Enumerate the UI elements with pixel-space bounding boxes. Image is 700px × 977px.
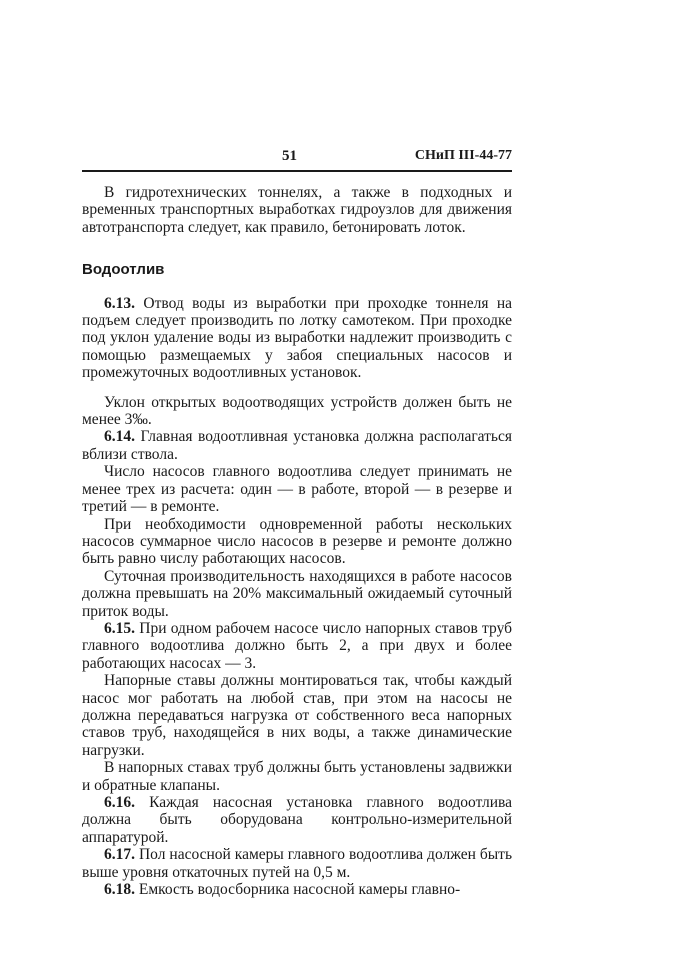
header-rule: [82, 170, 512, 172]
clause-6-18: 6.18. Емкость водосборника насосной камеры главно-: [104, 881, 461, 899]
paragraph: Число насосов главного водоотлива следует принимать не менее трех из расчета: один — в работе, второй — в резерве и третий — в ремонте.: [82, 463, 512, 516]
document-code: СНиП III-44-77: [414, 148, 512, 163]
document-body: [82, 184, 512, 898]
clause-number: 6.16.: [104, 794, 135, 811]
clause-6-14: 6.14. Главная водоотливная установка должна располагаться вблизи ствола.: [82, 428, 513, 463]
clause-number: 6.13.: [104, 294, 135, 312]
paragraph-intro: В гидротехнических тоннелях, а также в подходных и временных транспортных выработках гидроузлов для движения автотранспорта следует, как правило, бетонировать лоток.: [82, 184, 512, 236]
section-heading: Водоотлив: [82, 261, 165, 279]
paragraph: Уклон открытых водоотводящих устройств должен быть не менее 3‰.: [82, 393, 512, 429]
clause-6-15: 6.15. При одном рабочем насосе число напорных ставов труб главного водоотлива должно быть 2, а при двух и более работающих насосах — 3.: [82, 619, 513, 672]
page-header: [82, 148, 512, 170]
page-number: 51: [282, 148, 297, 164]
paragraph: В напорных ставах труб должны быть установлены задвижки и обратные клапаны.: [82, 759, 512, 794]
clause-number: 6.15.: [104, 619, 135, 637]
paragraph: Напорные ставы должны монтироваться так, чтобы каждый насос мог работать на любой став, при этом на насосы не должна передаваться нагрузка от собственного веса напорных ставов труб, находящейся в них воды, а также динамические нагрузки.: [82, 672, 512, 759]
paragraph: Суточная производительность находящихся в работе насосов должна превышать на 20% максимальный ожидаемый суточный приток воды.: [82, 567, 512, 620]
paragraph: При необходимости одновременной работы нескольких насосов суммарное число насосов в резерве и ремонте должно быть равно числу работающих насосов.: [82, 515, 512, 568]
clause-6-16: 6.16. Каждая насосная установка главного водоотлива должна быть оборудована контрольно-измерительной аппаратурой.: [82, 794, 512, 846]
clause-6-13: 6.13. Отвод воды из выработки при проходке тоннеля на подъем следует производить по лотку самотеком. При проходке под уклон удаление воды из выработки надлежит производить с помощью размещаемых у забоя специальных насосов и промежуточных водоотливных установок.: [82, 294, 513, 382]
clause-number: 6.17.: [104, 846, 135, 864]
clause-number: 6.14.: [104, 428, 135, 446]
clause-number: 6.18.: [104, 881, 135, 899]
clause-6-17: 6.17. Пол насосной камеры главного водоотлива должен быть выше уровня откаточных путей на 0,5 м.: [82, 846, 513, 881]
